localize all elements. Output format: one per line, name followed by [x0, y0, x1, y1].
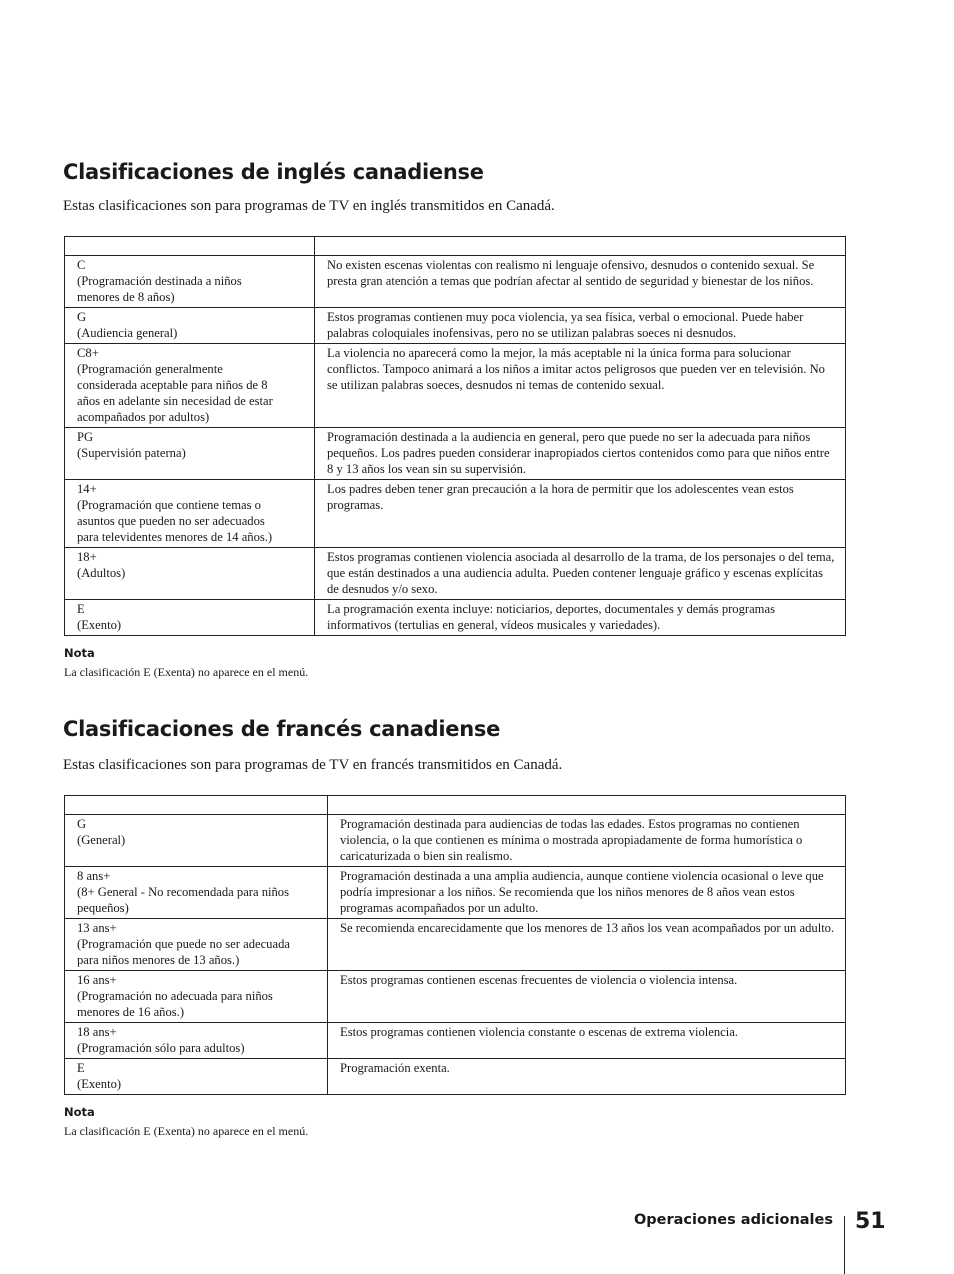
rating-label-line: (Programación no adecuada para niños: [77, 989, 273, 1003]
rating-cell: [65, 480, 315, 548]
footer-divider: [844, 1216, 845, 1274]
rating-code: G: [77, 817, 87, 831]
rating-description: Se recomienda encarecidamente que los menores de 13 años los vean acompañados por un adulto.: [328, 919, 846, 971]
rating-label-line: asuntos que pueden no ser adecuados: [77, 514, 265, 528]
rating-code: 18+: [77, 550, 97, 564]
rating-label-line: pequeños): [77, 901, 129, 915]
page-number: 51: [855, 1209, 886, 1234]
table-row: [65, 1059, 846, 1095]
rating-description: Programación destinada a la audiencia en general, pero que puede no ser la adecuada para niños pequeños. Los padres pueden considerar inapropiados ciertos contenidos como para que niños entre 8 y 13 años los vean sin su supervisión.: [315, 428, 846, 480]
description-column-header: [328, 796, 846, 815]
rating-label-line: (Programación destinada a niños: [77, 274, 242, 288]
rating-label-line: para niños menores de 13 años.): [77, 953, 240, 967]
table-row: [65, 548, 846, 600]
rating-cell: [65, 971, 328, 1023]
table-row: [65, 308, 846, 344]
rating-cell: [65, 548, 315, 600]
rating-code: 13 ans+: [77, 921, 117, 935]
rating-label-line: (Adultos): [77, 566, 126, 580]
rating-label-line: (Supervisión paterna): [77, 446, 186, 460]
table-row: [65, 919, 846, 971]
section-title-french: Clasificaciones de francés canadiense: [63, 717, 501, 741]
rating-code: C8+: [77, 346, 99, 360]
rating-label-line: para televidentes menores de 14 años.): [77, 530, 273, 544]
rating-description: Estos programas contienen violencia constante o escenas de extrema violencia.: [328, 1023, 846, 1059]
ratings-table-english: [64, 236, 846, 636]
footer-section-label: Operaciones adicionales: [633, 1212, 833, 1228]
table-row: [65, 480, 846, 548]
rating-code: 16 ans+: [77, 973, 117, 987]
rating-code: 14+: [77, 482, 97, 496]
rating-code: E: [77, 1061, 85, 1075]
description-column-header: [315, 237, 846, 256]
table-row: [65, 344, 846, 428]
rating-label-line: (Exento): [77, 1077, 122, 1091]
rating-column-header: [65, 796, 328, 815]
rating-label-line: (Programación sólo para adultos): [77, 1041, 245, 1055]
section-intro-french: Estas clasificaciones son para programas de TV en francés transmitidos en Canadá.: [63, 757, 563, 773]
table-row: [65, 1023, 846, 1059]
table-header-row: [65, 237, 846, 256]
rating-cell: [65, 815, 328, 867]
rating-label-line: años en adelante sin necesidad de estar: [77, 394, 273, 408]
rating-label-line: (Programación que contiene temas o: [77, 498, 261, 512]
rating-label-line: (Exento): [77, 618, 122, 632]
table-header-row: [65, 796, 846, 815]
note-label-english: Nota: [64, 646, 95, 660]
table-row: [65, 971, 846, 1023]
table-row: [65, 428, 846, 480]
rating-cell: [65, 428, 315, 480]
rating-cell: [65, 600, 315, 636]
rating-cell: [65, 308, 315, 344]
section-intro-english: Estas clasificaciones son para programas de TV en inglés transmitidos en Canadá.: [63, 198, 555, 214]
table-row: [65, 600, 846, 636]
rating-description: Programación exenta.: [328, 1059, 846, 1095]
rating-code: C: [77, 258, 86, 272]
ratings-table-french: [64, 795, 846, 1095]
rating-description: Programación destinada para audiencias de todas las edades. Estos programas no contienen violencia, o la que contienen es mínima o mostrada apropiadamente de forma humorística o caricaturizada o bien sin realismo.: [328, 815, 846, 867]
rating-cell: [65, 256, 315, 308]
rating-description: Programación destinada a una amplia audiencia, aunque contiene violencia ocasional o leve que podría impresionar a los niños. Se recomienda que los niños menores de 8 años vean estos programas acompañados por un adulto.: [328, 867, 846, 919]
rating-label-line: (Programación generalmente: [77, 362, 223, 376]
rating-label-line: considerada aceptable para niños de 8: [77, 378, 268, 392]
table-row: [65, 815, 846, 867]
rating-description: La violencia no aparecerá como la mejor, la más aceptable ni la única forma para solucionar conflictos. Tampoco animará a los niños a imitar actos peligrosos que pueden ver en televisión. No se utilizan palabras soeces, desnudos ni temas de contenido sexual.: [315, 344, 846, 428]
table-row: [65, 256, 846, 308]
rating-code: PG: [77, 430, 94, 444]
table-row: [65, 867, 846, 919]
rating-cell: [65, 919, 328, 971]
rating-description: La programación exenta incluye: noticiarios, deportes, documentales y demás programas informativos (tertulias en general, vídeos musicales y variedades).: [315, 600, 846, 636]
rating-description: Los padres deben tener gran precaución a la hora de permitir que los adolescentes vean estos programas.: [315, 480, 846, 548]
rating-label-line: (8+ General - No recomendada para niños: [77, 885, 290, 899]
rating-cell: [65, 1023, 328, 1059]
rating-description: No existen escenas violentas con realismo ni lenguaje ofensivo, desnudos o contenido sexual. Se presta gran atención a temas que podrían afectar al sentido de seguridad y bienestar de los niños.: [315, 256, 846, 308]
rating-label-line: menores de 8 años): [77, 290, 175, 304]
rating-description: Estos programas contienen violencia asociada al desarrollo de la trama, de los personajes o del tema, que están destinados a una audiencia adulta. Pueden contener lenguaje gráfico y escenas explícitas de desnudos y/o sexo.: [315, 548, 846, 600]
rating-code: G: [77, 310, 87, 324]
note-label-french: Nota: [64, 1105, 95, 1119]
rating-cell: [65, 867, 328, 919]
rating-cell: [65, 344, 315, 428]
rating-code: E: [77, 602, 85, 616]
rating-column-header: [65, 237, 315, 256]
rating-cell: [65, 1059, 328, 1095]
note-text-french: La clasificación E (Exenta) no aparece en el menú.: [64, 1124, 309, 1138]
rating-description: Estos programas contienen muy poca violencia, ya sea física, verbal o emocional. Puede haber palabras coloquiales inofensivas, pero no se utilizan palabras soeces ni desnudos.: [315, 308, 846, 344]
rating-code: 18 ans+: [77, 1025, 117, 1039]
rating-label-line: (General): [77, 833, 126, 847]
rating-label-line: menores de 16 años.): [77, 1005, 185, 1019]
rating-description: Estos programas contienen escenas frecuentes de violencia o violencia intensa.: [328, 971, 846, 1023]
note-text-english: La clasificación E (Exenta) no aparece en el menú.: [64, 665, 309, 679]
rating-label-line: (Programación que puede no ser adecuada: [77, 937, 290, 951]
section-title-english: Clasificaciones de inglés canadiense: [63, 160, 484, 184]
rating-label-line: (Audiencia general): [77, 326, 178, 340]
rating-code: 8 ans+: [77, 869, 111, 883]
rating-label-line: acompañados por adultos): [77, 410, 210, 424]
